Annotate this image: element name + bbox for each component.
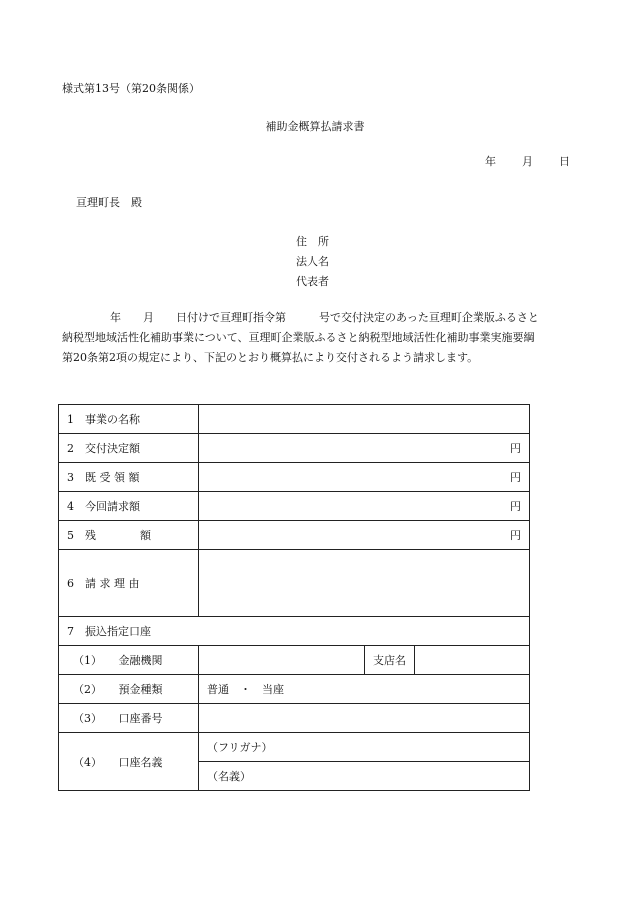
applicant-corp-name-label: 法人名 [296,255,329,268]
form-number: 様式第13号（第20条関係） [62,82,200,95]
row-balance [59,521,530,550]
applicant-address-label: 住 所 [296,235,329,248]
addressee: 亘理町長 殿 [76,196,142,209]
row-holder-furigana [59,733,530,762]
bank-field[interactable] [199,646,365,675]
row-account-number [59,704,530,733]
request-form-table [58,404,530,791]
statement-line-2: 納税型地域活性化補助事業について、亘理町企業版ふるさと納税型地域活性化補助事業実施要綱 [62,331,535,344]
statement-line-1: 年 月 日付けで亘理町指令第 号で交付決定のあった亘理町企業版ふるさと [110,311,539,324]
furigana-field[interactable] [199,733,530,762]
project-name-field[interactable] [199,405,530,434]
row-account-type [59,675,530,704]
statement-line-3: 第20条第2項の規定により、下記のとおり概算払により交付されるよう請求します。 [62,351,479,364]
document-title: 補助金概算払請求書 [265,120,365,133]
yen-unit: 円 [510,529,522,542]
row-reason [59,550,530,617]
date-day: 日 [559,155,570,168]
row-received-amount [59,463,530,492]
bank-label: （1） 金融機関 [59,646,199,675]
row-requested-amount [59,492,530,521]
applicant-representative-label: 代表者 [296,275,329,288]
row-project-name [59,405,530,434]
yen-unit: 円 [510,500,522,513]
holder-name-field[interactable] [199,762,530,791]
account-type-options[interactable]: 普通 ・ 当座 [199,675,530,704]
row-bank [59,646,530,675]
grant-amount-field[interactable] [199,434,530,463]
branch-label: 支店名 [365,646,415,675]
project-name-label: 1 事業の名称 [59,405,199,434]
furigana-label: （フリガナ） [207,741,273,754]
date-year: 年 [485,155,496,168]
grant-amount-label: 2 交付決定額 [59,434,199,463]
row-account [59,617,530,646]
yen-unit: 円 [510,471,522,484]
received-amount-field[interactable] [199,463,530,492]
holder-name-label: （名義） [207,770,251,783]
account-holder-label: （4） 口座名義 [59,733,199,791]
date-line [485,153,570,169]
request-statement [62,308,582,368]
yen-unit: 円 [510,442,522,455]
requested-amount-label: 4 今回請求額 [59,492,199,521]
account-number-field[interactable] [199,704,530,733]
received-amount-label: 3 既 受 領 額 [59,463,199,492]
date-month: 月 [522,155,533,168]
requested-amount-field[interactable] [199,492,530,521]
account-type-label: （2） 預金種類 [59,675,199,704]
account-number-label: （3） 口座番号 [59,704,199,733]
branch-field[interactable] [415,646,530,675]
row-grant-amount [59,434,530,463]
balance-label: 5 残 額 [59,521,199,550]
reason-field[interactable] [199,550,530,617]
account-section-label: 7 振込指定口座 [59,617,530,646]
balance-field[interactable] [199,521,530,550]
reason-label: 6 請 求 理 由 [59,550,199,617]
